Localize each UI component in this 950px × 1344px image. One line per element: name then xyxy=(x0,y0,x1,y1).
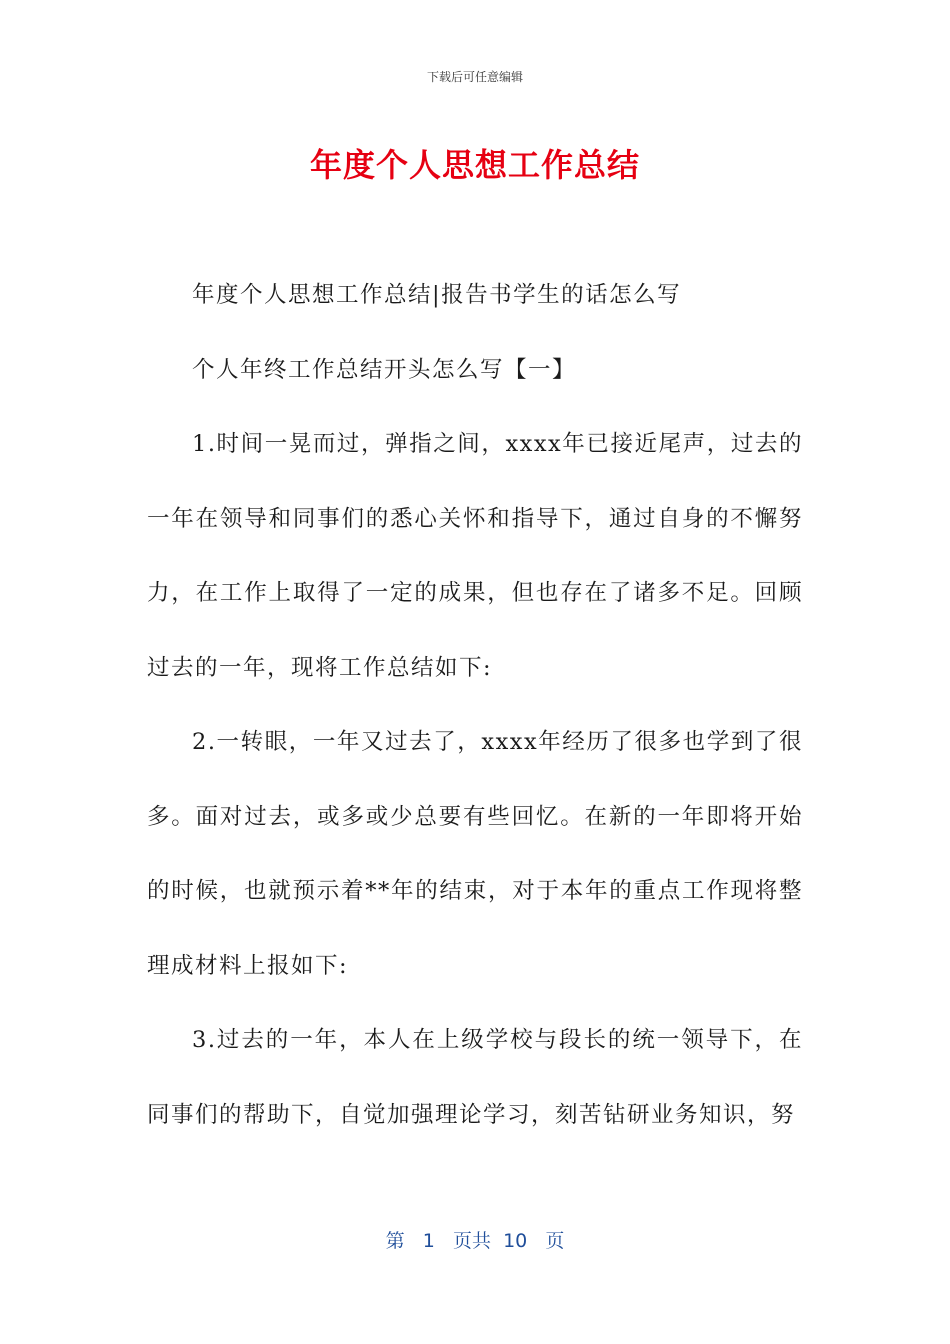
footer-suffix: 页 xyxy=(545,1230,565,1252)
footer-total-pages: 10 xyxy=(503,1230,528,1252)
paragraph-item-1: 1.时间一晃而过，弹指之间，xxxx年已接近尾声，过去的一年在领导和同事们的悉心关怀和指导下，通过自身的不懈努力，在工作上取得了一定的成果，但也存在了诸多不足。回顾过去的一年，现将工作总结如下: xyxy=(147,431,803,681)
document-body xyxy=(147,258,803,1152)
footer-current-page: 1 xyxy=(422,1230,435,1252)
paragraph-subtitle: 年度个人思想工作总结|报告书学生的话怎么写 xyxy=(192,282,682,308)
footer-middle: 页共 xyxy=(452,1230,491,1252)
paragraph-item-3: 3.过去的一年，本人在上级学校与段长的统一领导下，在同事们的帮助下，自觉加强理论学习，刻苦钻研业务知识，努 xyxy=(147,1027,803,1128)
footer-prefix: 第 xyxy=(385,1230,405,1252)
header-note: 下载后可任意编辑 xyxy=(426,70,523,84)
paragraph-item-2: 2.一转眼，一年又过去了，xxxx年经历了很多也学到了很多。面对过去，或多或少总要有些回忆。在新的一年即将开始的时候，也就预示着**年的结束，对于本年的重点工作现将整理成材料上报如下: xyxy=(147,729,803,979)
paragraph-section-heading: 个人年终工作总结开头怎么写【一】 xyxy=(192,356,577,383)
document-title: 年度个人思想工作总结 xyxy=(309,146,640,184)
page-number-footer xyxy=(0,1226,950,1253)
